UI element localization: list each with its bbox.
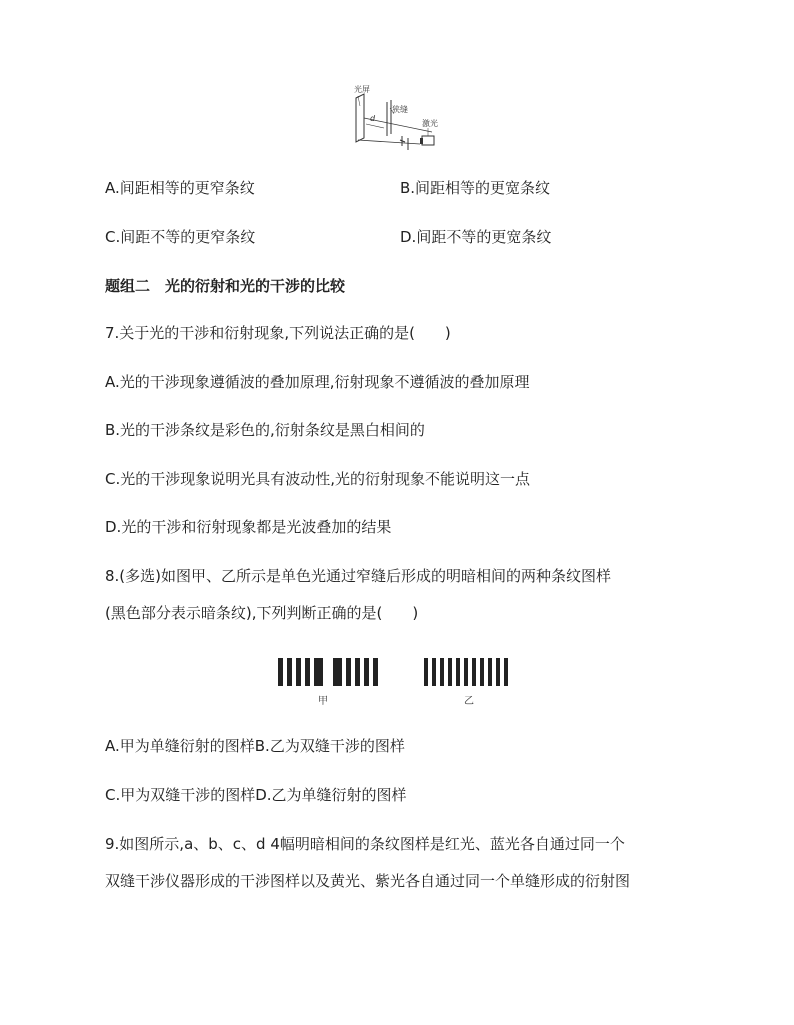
jia-bar-3 [296,658,301,686]
yi-bar-4 [448,658,452,686]
fringe-pattern-jia [278,658,378,686]
yi-bar-7 [472,658,476,686]
d-arrow [366,124,384,128]
label-screen: 光屏 [354,85,370,94]
q7-option-b: B.光的干涉条纹是彩色的,衍射条纹是黑白相间的 [105,421,425,439]
q6-option-c: C.间距不等的更窄条纹 [105,228,256,246]
section-heading: 题组二 光的衍射和光的干涉的比较 [105,277,346,295]
jia-bar-5 [314,658,323,686]
q8-options-cd: C.甲为双缝干涉的图样D.乙为单缝衍射的图样 [105,786,407,804]
yi-bar-11 [504,658,508,686]
q8-stem-line1: 8.(多选)如图甲、乙所示是单色光通过窄缝后形成的明暗相间的两种条纹图样 [105,567,612,585]
jia-bar-7 [346,658,351,686]
yi-bar-1 [424,658,428,686]
jia-bar-2 [287,658,292,686]
yi-bar-9 [488,658,492,686]
jia-bar-1 [278,658,283,686]
q7-option-a: A.光的干涉现象遵循波的叠加原理,衍射现象不遵循波的叠加原理 [105,373,530,391]
base-line [358,140,420,144]
fringe-pattern-yi [424,658,512,686]
jia-bar-9 [364,658,369,686]
yi-bar-10 [496,658,500,686]
q7-option-d: D.光的干涉和衍射现象都是光波叠加的结果 [105,518,392,536]
label-d: d [370,114,376,123]
fringe-label-yi: 乙 [464,696,474,707]
label-slit: 狭缝 [392,105,408,114]
q9-line1: 9.如图所示,a、b、c、d 4幅明暗相间的条纹图样是红光、蓝光各自通过同一个 [105,835,625,853]
yi-bar-8 [480,658,484,686]
q7-option-c: C.光的干涉现象说明光具有波动性,光的衍射现象不能说明这一点 [105,470,531,488]
jia-bar-4 [305,658,310,686]
screen-plate [356,94,364,142]
q6-option-a: A.间距相等的更窄条纹 [105,179,255,197]
q7-stem: 7.关于光的干涉和衍射现象,下列说法正确的是( ) [105,324,451,342]
laser-front [420,138,423,144]
laser-box [422,136,434,145]
label-laser: 激光 [422,119,438,128]
yi-bar-3 [440,658,444,686]
jia-bar-8 [355,658,360,686]
yi-bar-6 [464,658,468,686]
q9-line2: 双缝干涉仪器形成的干涉图样以及黄光、紫光各自通过同一个单缝形成的衍射图 [105,872,631,890]
fringe-label-jia: 甲 [318,696,328,707]
q8-options-ab: A.甲为单缝衍射的图样B.乙为双缝干涉的图样 [105,737,405,755]
yi-bar-2 [432,658,436,686]
jia-bar-6 [333,658,342,686]
jia-bar-10 [373,658,378,686]
q6-option-d: D.间距不等的更宽条纹 [400,228,552,246]
yi-bar-5 [456,658,460,686]
q6-option-b: B.间距相等的更宽条纹 [400,179,551,197]
q8-stem-line2: (黑色部分表示暗条纹),下列判断正确的是( ) [105,604,419,622]
screen-leader [358,96,360,106]
apparatus-figure [350,84,445,156]
